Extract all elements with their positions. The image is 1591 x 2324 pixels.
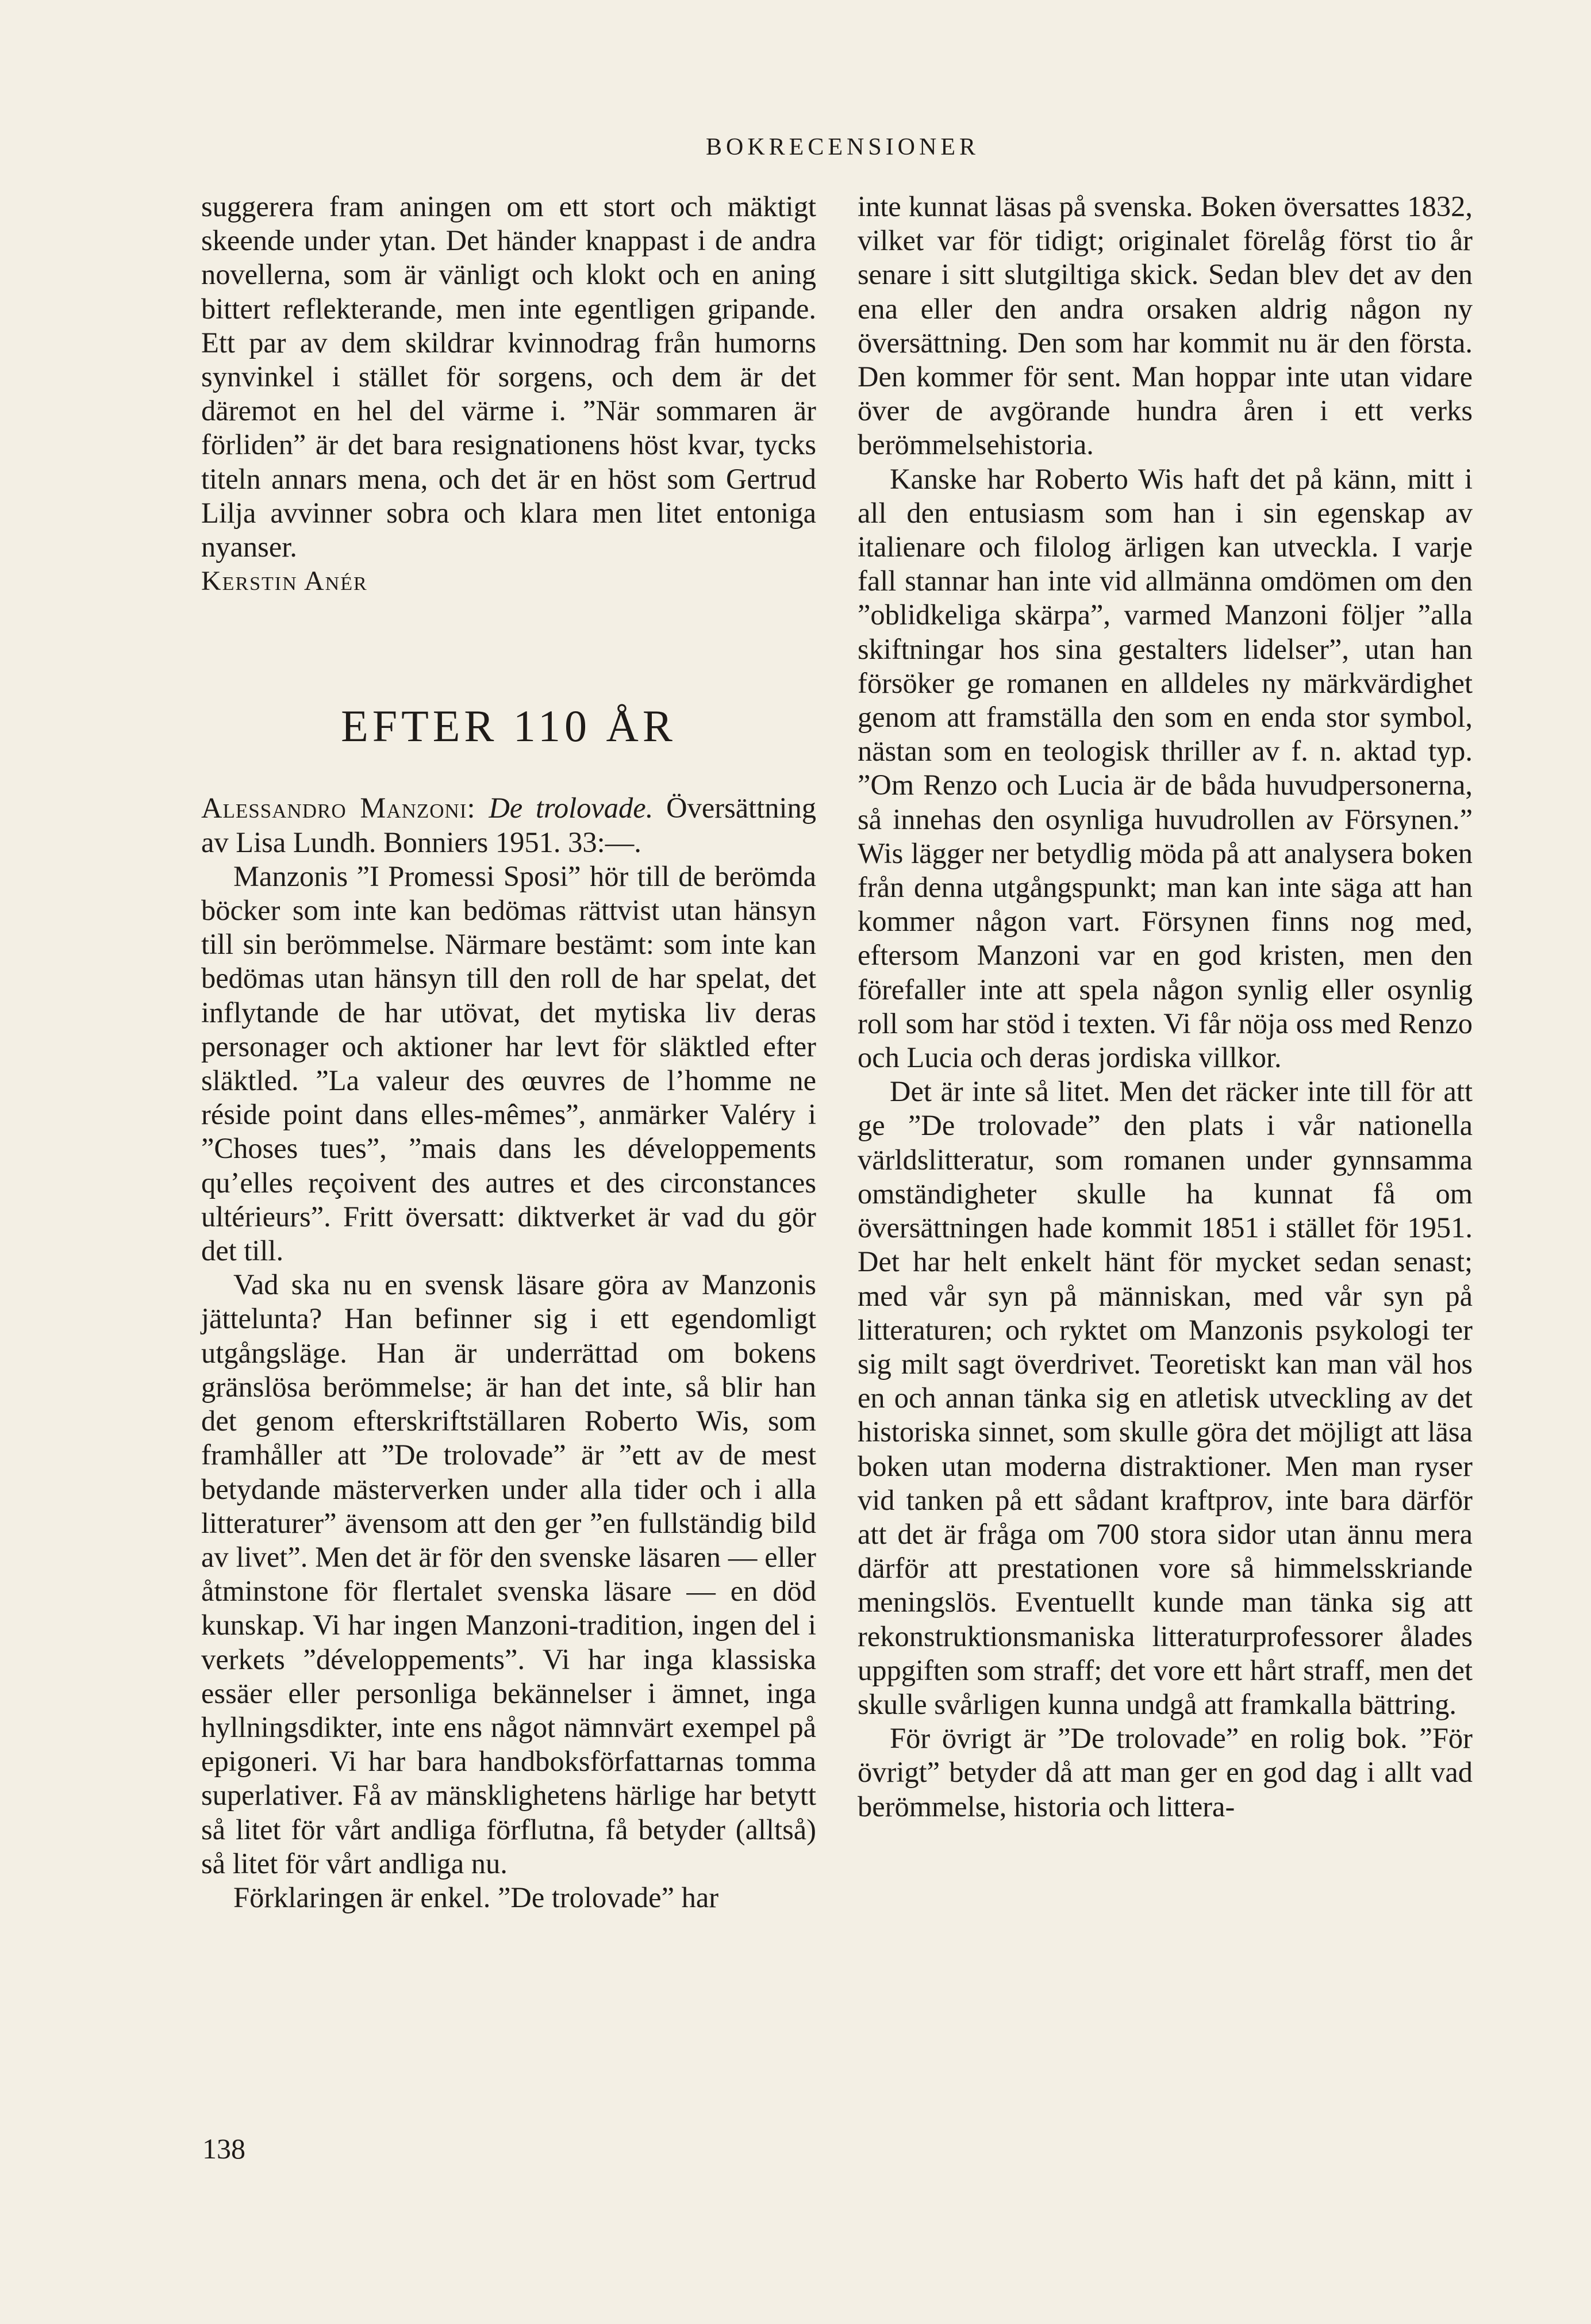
right-column [858,190,1473,1824]
bibliography-book-title: De trolovade. [489,792,654,824]
right-paragraph-2: Kanske har Roberto Wis haft det på känn, mitt i all den entusiasm som han i sin egenskap av italienare och filolog ärligen kan utveckla. I varje fall stannar han inte vid allmänna omdömen om den ”oblidkeliga skärpa”, varmed Manzoni följer ”alla skiftningar hos sina gestalters lidelser”, utan han försöker ge romanen en alldeles ny märkvärdighet genom att framställa den som en enda stor symbol, nästan som en teologisk thriller av f. n. aktad typ. ”Om Renzo och Lucia är de båda huvudpersonerna, så innehas den osynliga huvudrollen av Försynen.” Wis lägger ner betydlig möda på att analysera boken från denna utgångspunkt; man kan inte säga att han kommer någon vart. Försynen finns nog med, eftersom Manzoni var en god kristen, men den förefaller inte att spela någon synlig eller osynlig roll som har stöd i texten. Vi får nöja oss med Renzo och Lucia och deras jordiska villkor. [858,462,1473,1074]
bibliography [201,791,816,859]
left-paragraph-4: Förklaringen är enkel. ”De trolovade” har [233,1881,719,1913]
left-paragraph-1: suggerera fram aningen om ett stort och mäktigt skeende under ytan. Det händer knappast i de andra novellerna, som är vänligt och klokt och en aning bittert reflekterande, men inte egentligen gripande. Ett par av dem skildrar kvinnodrag från humorns synvinkel i stället för sorgens, och dem är det däremot en hel del värme i. ”När sommaren är förliden” är det bara resignationens höst kvar, tycks titeln annars mena, och det är en höst som Gertrud Lilja avvinner sobra och klara men litet entoniga nyanser. [201,190,816,563]
right-paragraph-4: För övrigt är ”De trolovade” en rolig bok. ”För övrigt” betyder då att man ger en god dag i allt vad berömmelse, historia och littera- [858,1722,1473,1823]
page-number: 138 [202,2133,245,2165]
reviewer-signature: Kerstin Anér [201,566,368,597]
left-paragraph-2: Manzonis ”I Promessi Sposi” hör till de berömda böcker som inte kan bedömas rättvist utan hänsyn till sin berömmelse. Närmare bestämt: som inte kan bedömas utan hänsyn till den roll de har spelat, det inflytande de har utövat, det mytiska liv deras personager och aktioner har levt för släktled efter släktled. ”La valeur des œuvres de l’homme ne réside point dans elles-mêmes”, anmärker Valéry i ”Choses tues”, ”mais dans les développements qu’elles reçoivent des autres et des circonstances ultérieurs”. Fritt översatt: diktverket är vad du gör det till. [201,860,816,1267]
left-column [201,190,816,1915]
bibliography-author: Alessandro Manzoni: [201,792,476,824]
left-paragraph-3: Vad ska nu en svensk läsare göra av Manzonis jättelunta? Han befinner sig i ett egendomligt utgångsläge. Han är underrättad om bokens gränslösa berömmelse; är han det inte, så blir han det genom efterskriftställaren Roberto Wis, som framhåller att ”De trolovade” är ”ett av de mest betydande mästerverken under alla tider och i alla litteraturer” ävensom att den ger ”en fullständig bild av livet”. Men det är för den svenske läsaren — eller åtminstone för flertalet svenska läsare — en död kunskap. Vi har ingen Manzoni-tradition, ingen del i verkets ”développements”. Vi har inga klassiska essäer eller personliga bekännelser i ämnet, inga hyllningsdikter, inte ens något nämnvärt exempel på epigoneri. Vi har bara handboksförfattarnas tomma superlativer. Få av mänsklighetens härlige har betytt så litet för vårt andliga förflutna, få betyder (alltså) så litet för vårt andliga nu. [201,1268,816,1880]
right-paragraph-3: Det är inte så litet. Men det räcker inte till för att ge ”De trolovade” den plats i vår nationella världslitteratur, som romanen under gynnsamma omständigheter skulle ha kunnat få om översättningen hade kommit 1851 i stället för 1951. Det har helt enkelt hänt för mycket sedan senast; med vår syn på människan, med vår syn på litteraturen; och ryktet om Manzonis psykologi ter sig milt sagt överdrivet. Teoretiskt kan man väl hos en och annan tänka sig en atletisk utveckling av det historiska sinnet, som skulle göra det möjligt att läsa boken utan moderna distraktioner. Men man ryser vid tanken på ett sådant kraftprov, inte bara därför att det är fråga om 700 stora sidor utan ännu mera därför att prestationen vore så himmelsskriande meningslös. Eventuellt kunde man tänka sig att rekonstruktionsmaniska litteraturprofessorer ålades uppgiften som straff; det vore ett hårt straff, men det skulle svårligen kunna undgå att framkalla bättring. [858,1075,1473,1720]
review-title: EFTER 110 ÅR [341,701,677,751]
right-paragraph-1: inte kunnat läsas på svenska. Boken översattes 1832, vilket var för tidigt; originalet förelåg först tio år senare i sitt slutgiltiga skick. Sedan blev det av den ena eller den andra orsaken aldrig någon ny översättning. Den som har kommit nu är den första. Den kommer för sent. Man hoppar inte utan vidare över de avgörande hundra åren i ett verks berömmelsehistoria. [858,190,1473,461]
bibliography-details: Översättning av Lisa Lundh. Bonniers 1951. 33:—. [201,792,817,858]
running-head: BOKRECENSIONER [705,134,980,160]
